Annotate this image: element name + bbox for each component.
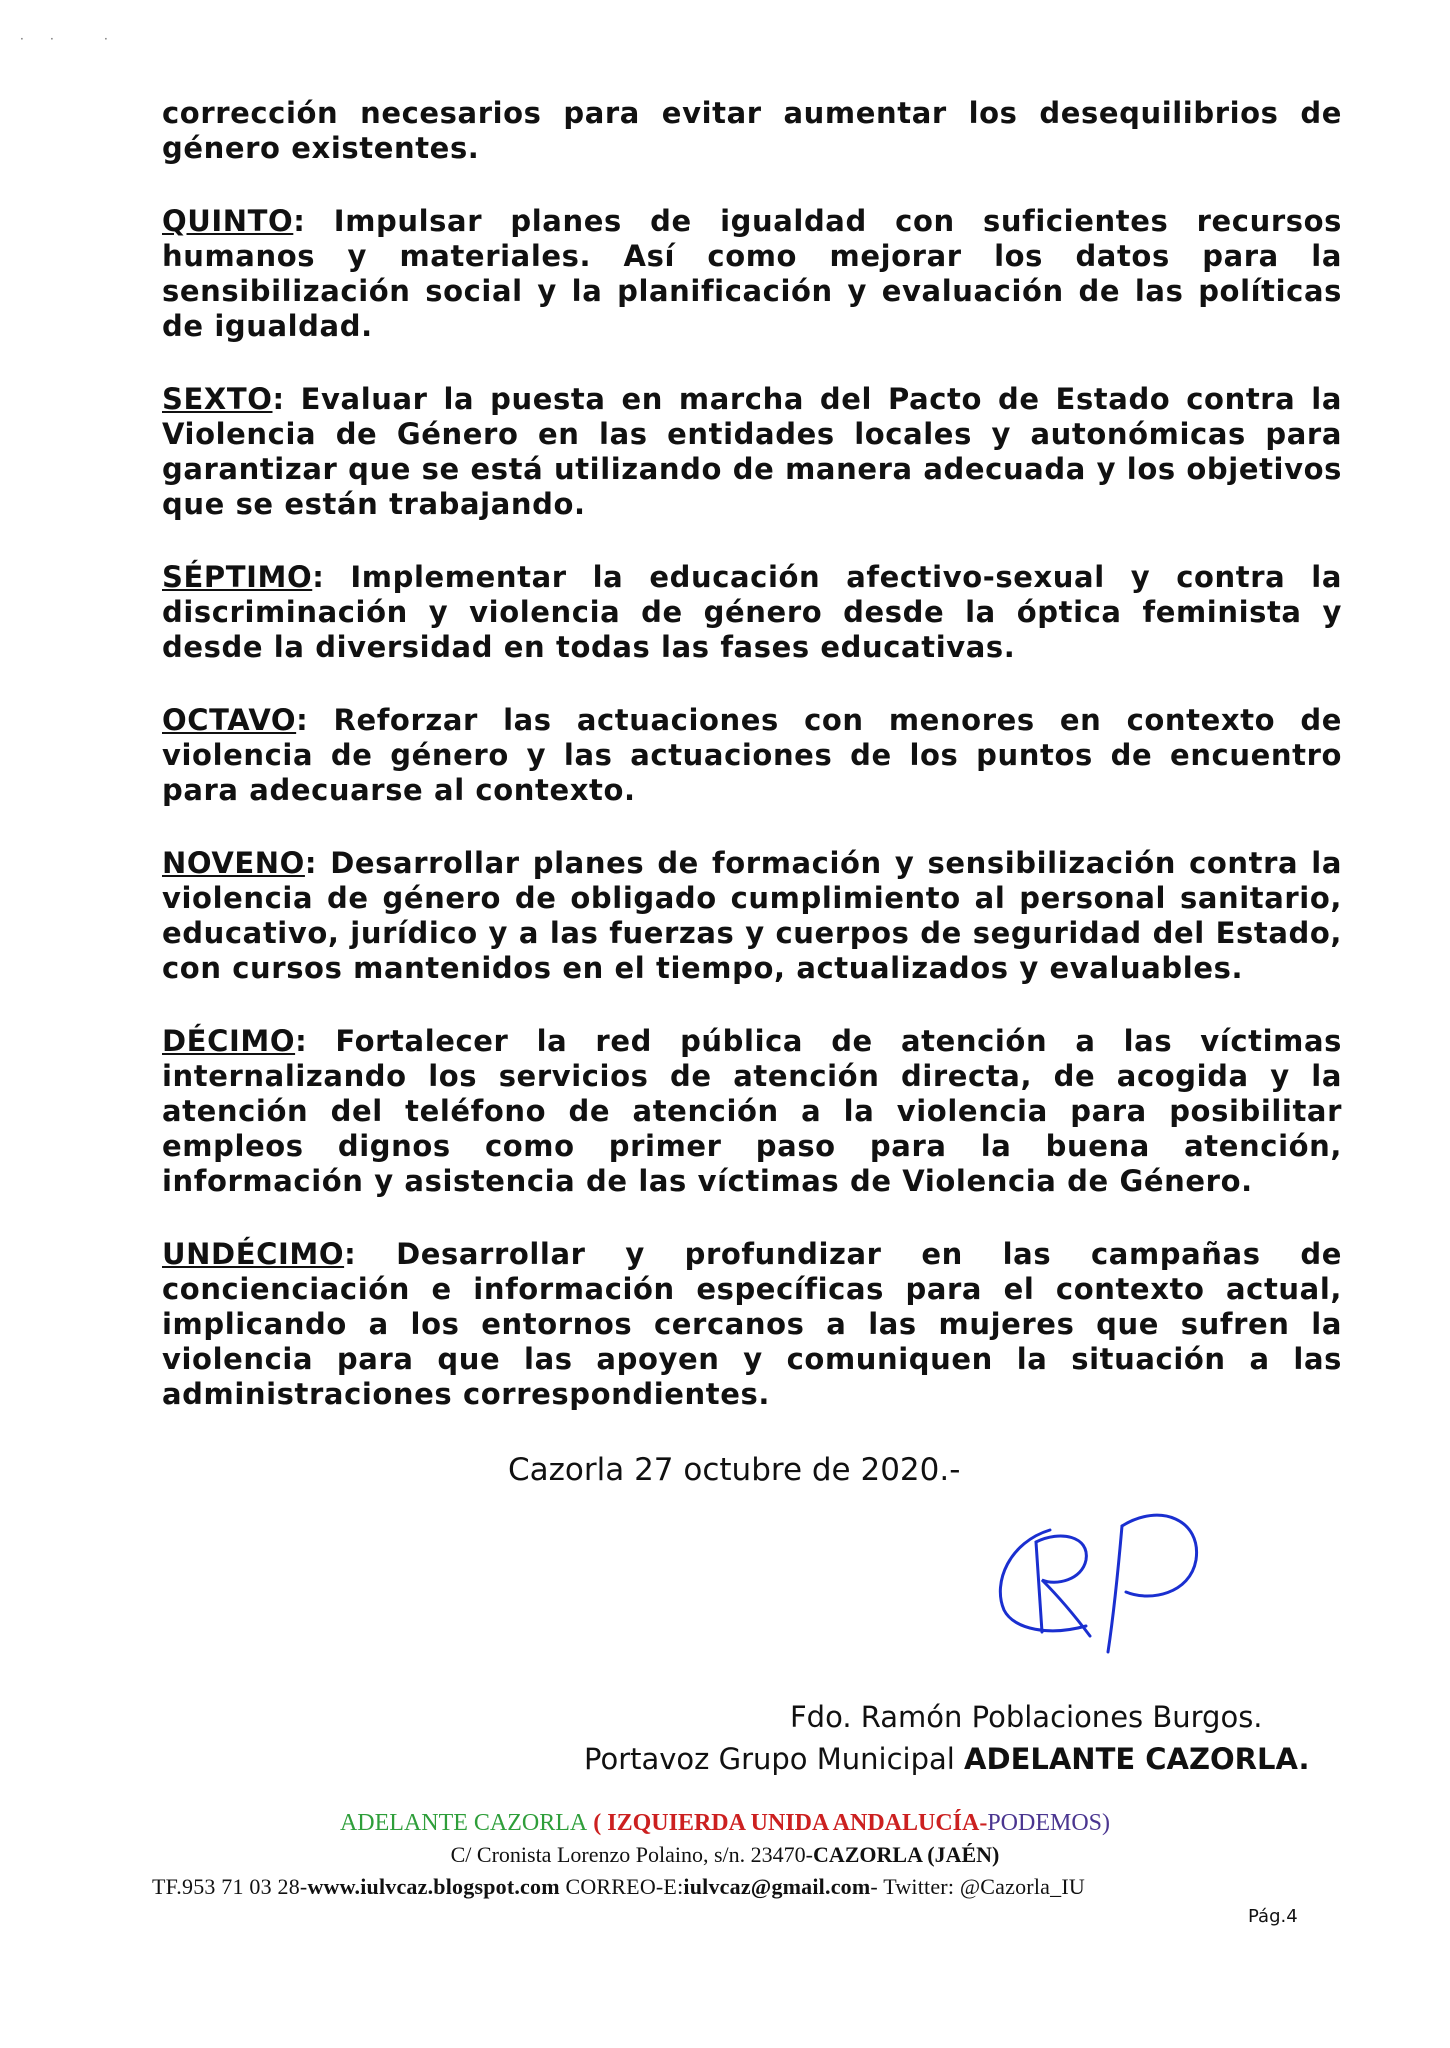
- footer-contact: [152, 1874, 1412, 1900]
- org-name: ADELANTE CAZORLA: [339, 1810, 588, 1836]
- motion-body: [162, 96, 1342, 1450]
- paragraph-septimo: [162, 560, 1342, 665]
- paragraph-heading: UNDÉCIMO: [162, 1237, 345, 1271]
- page-number: Pág.4: [1248, 1906, 1298, 1927]
- role-prefix: Portavoz Grupo Municipal: [584, 1742, 965, 1776]
- paragraph-heading: SEXTO: [162, 382, 273, 416]
- role-group: ADELANTE CAZORLA.: [964, 1742, 1310, 1776]
- email-prefix: CORREO-E:: [559, 1874, 684, 1899]
- paren-close: ): [1102, 1810, 1111, 1836]
- twitter: - Twitter: @Cazorla_IU: [870, 1874, 1085, 1899]
- paragraph-text: corrección necesarios para evitar aumentar los desequilibrios de género existentes.: [162, 96, 1342, 165]
- paragraph-sexto: [162, 382, 1342, 522]
- paragraph-heading: OCTAVO: [162, 703, 297, 737]
- paren-open: (: [587, 1810, 608, 1836]
- paragraph-heading: DÉCIMO: [162, 1024, 296, 1058]
- website: www.iulvcaz.blogspot.com: [307, 1874, 560, 1899]
- paragraph-heading: QUINTO: [162, 204, 294, 238]
- paragraph-decimo: [162, 1024, 1342, 1199]
- scan-speck: ·: [104, 32, 108, 46]
- paragraph-text: : Evaluar la puesta en marcha del Pacto de Estado contra la Violencia de Género en las entidades locales y autonómicas para garantizar que se está utilizando de manera adecuada y los objetivos que se están trabajando.: [162, 382, 1342, 521]
- paragraph-heading: SÉPTIMO: [162, 560, 313, 594]
- paragraph-text: : Impulsar planes de igualdad con suficientes recursos humanos y materiales. Así como mejorar los datos para la sensibilización social y la planificación y evaluación de las políticas de igualdad.: [162, 204, 1342, 343]
- paragraph-continuation: [162, 96, 1342, 166]
- document-date: Cazorla 27 octubre de 2020.-: [508, 1452, 961, 1488]
- address-city: CAZORLA (JAÉN): [812, 1842, 1000, 1867]
- scan-speck: ·: [50, 32, 54, 46]
- paragraph-text: : Desarrollar planes de formación y sensibilización contra la violencia de género de obligado cumplimiento al personal sanitario, educativo, jurídico y a las fuerzas y cuerpos de seguridad del Estado, con cursos mantenidos en el tiempo, actualizados y evaluables.: [162, 846, 1342, 985]
- paragraph-text: : Implementar la educación afectivo-sexual y contra la discriminación y violencia de género desde la óptica feminista y desde la diversidad en todas las fases educativas.: [162, 560, 1342, 664]
- tf-prefix: TF.953 71 03 28-: [152, 1874, 308, 1899]
- handwritten-signature: [990, 1502, 1230, 1662]
- email: iulvcaz@gmail.com: [683, 1874, 871, 1899]
- paragraph-noveno: [162, 846, 1342, 986]
- paragraph-text: : Desarrollar y profundizar en las campañas de concienciación e información específicas para el contexto actual, implicando a los entornos cercanos a las mujeres que sufren la violencia para que las apoyen y comuniquen la situación a las administraciones correspondientes.: [162, 1237, 1342, 1411]
- org-podemos: PODEMOS: [987, 1810, 1103, 1836]
- paragraph-quinto: [162, 204, 1342, 344]
- paragraph-undecimo: [162, 1237, 1342, 1412]
- address-prefix: C/ Cronista Lorenzo Polaino, s/n. 23470-: [450, 1842, 813, 1867]
- paragraph-octavo: [162, 703, 1342, 808]
- scan-speck: ·: [20, 32, 24, 46]
- signer-name: Fdo. Ramón Poblaciones Burgos.: [790, 1700, 1263, 1734]
- signer-role: [584, 1742, 1309, 1776]
- org-iu: IZQUIERDA UNIDA ANDALUCÍA: [607, 1810, 980, 1836]
- footer-organization: [0, 1810, 1450, 1837]
- footer-address: [0, 1842, 1450, 1868]
- paragraph-text: : Fortalecer la red pública de atención a las víctimas internalizando los servicios de atención directa, de acogida y la atención del teléfono de atención a la violencia para posibilitar empleos dignos como primer paso para la buena atención, información y asistencia de las víctimas de Violencia de Género.: [162, 1024, 1342, 1198]
- org-dash: -: [979, 1810, 988, 1836]
- paragraph-heading: NOVENO: [162, 846, 305, 880]
- paragraph-text: : Reforzar las actuaciones con menores en contexto de violencia de género y las actuaciones de los puntos de encuentro para adecuarse al contexto.: [162, 703, 1342, 807]
